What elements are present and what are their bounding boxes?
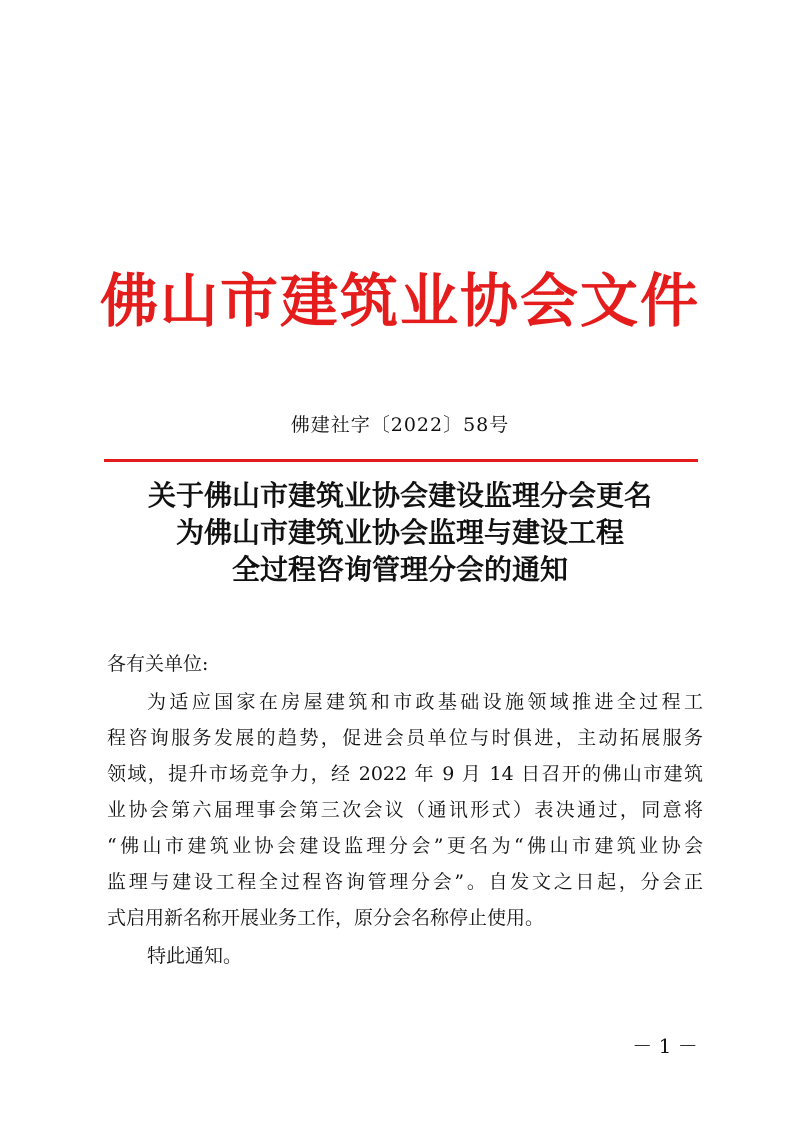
body-paragraph-line: 式启用新名称开展业务工作，原分会名称停止使用。 (107, 907, 545, 929)
notice-title (0, 477, 800, 588)
body-paragraph-line: 业协会第六届理事会第三次会议（通讯形式）表决通过，同意将 (107, 799, 703, 821)
notice-body (107, 646, 703, 974)
body-paragraph-line: 为适应国家在房屋建筑和市政基础设施领域推进全过程工 (147, 691, 703, 713)
red-divider-line (104, 459, 698, 462)
salutation: 各有关单位: (107, 653, 209, 675)
masthead-title: 佛山市建筑业协会文件 (99, 267, 700, 335)
notice-title-line: 关于佛山市建筑业协会建设监理分会更名 (147, 479, 652, 512)
page-number: － 1 － (632, 1034, 698, 1058)
notice-title-line: 全过程咨询管理分会的通知 (231, 553, 568, 586)
closing-remark: 特此通知。 (147, 945, 243, 967)
document-number: 佛建社字〔2022〕58号 (290, 414, 510, 436)
body-paragraph-line: 程咨询服务发展的趋势，促进会员单位与时俱进，主动拓展服务 (107, 727, 703, 749)
notice-title-line: 为佛山市建筑业协会监理与建设工程 (175, 516, 624, 549)
body-paragraph-line: “佛山市建筑业协会建设监理分会”更名为“佛山市建筑业协会 (107, 835, 703, 857)
body-paragraph-line: 领域，提升市场竞争力，经 2022 年 9 月 14 日召开的佛山市建筑 (107, 763, 703, 785)
body-paragraph-line: 监理与建设工程全过程咨询管理分会”。自发文之日起，分会正 (107, 871, 703, 893)
